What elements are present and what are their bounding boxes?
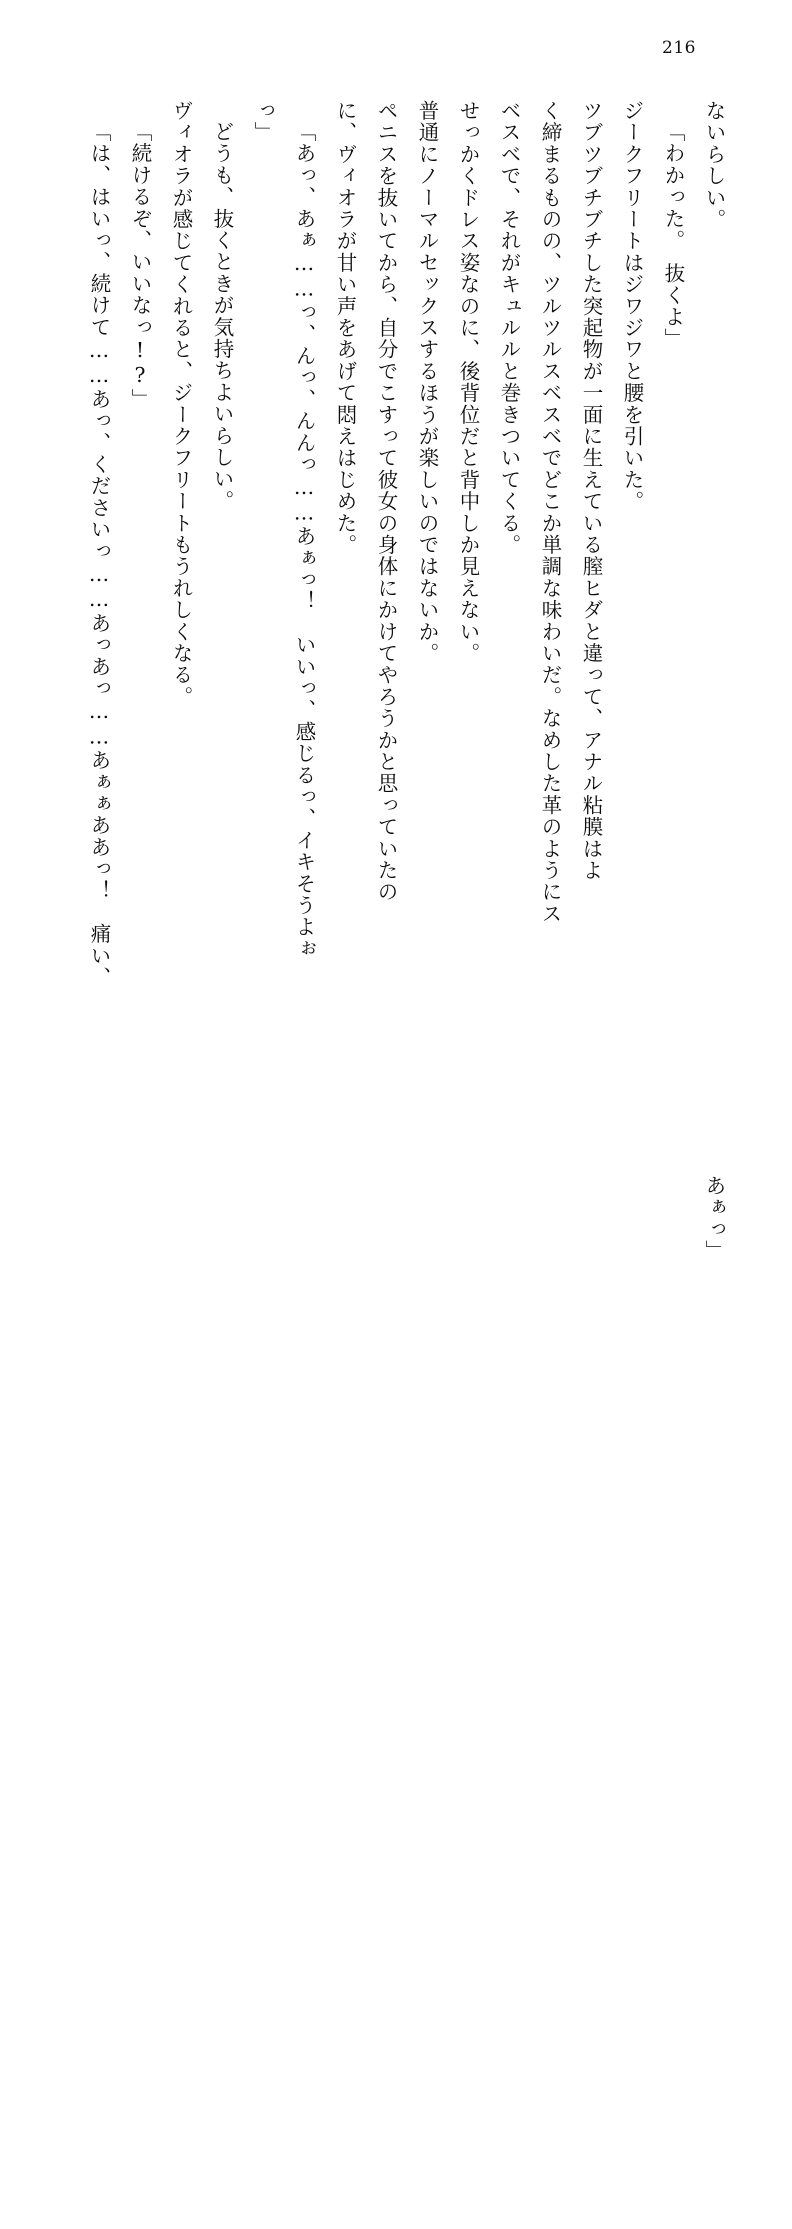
- paragraph-line: あぁっ」: [702, 1175, 726, 1262]
- paragraph-line: 「続けるぞ、いいなっ!?」: [128, 121, 152, 411]
- paragraph-line: 「は、はいっ、続けて……あっ、くださいっ……あっあっ……あぁぁああっ！ 痛い、: [87, 121, 111, 989]
- paragraph-line: どうも、抜くときが気持ちよいらしい。: [210, 121, 234, 512]
- paragraph-line: ベスベで、それがキュルルと巻きついてくる。: [497, 100, 521, 556]
- paragraph-line: ペニスを抜いてから、自分でこすって彼女の身体にかけてやろうかと思っていたの: [374, 100, 398, 903]
- paragraph-line: っ」: [251, 100, 275, 144]
- paragraph-line: 普通にノーマルセックスするほうが楽しいのではないか。: [415, 100, 439, 665]
- page-text-body: [58, 100, 734, 1262]
- paragraph-line: 「わかった。 抜くよ」: [661, 121, 685, 350]
- paragraph-line: ヴィオラが感じてくれると、ジークフリートもうれしくなる。: [169, 100, 193, 708]
- paragraph-line: ないらしい。: [702, 100, 726, 231]
- paragraph-line: に、ヴィオラが甘い声をあげて悶えはじめた。: [333, 100, 357, 556]
- paragraph-line: ツブツブチブチした突起物が一面に生えている膣ヒダと違って、アナル粘膜はよ: [579, 100, 603, 882]
- paragraph-line: 「あっ、あぁ……っ、んっ、んんっ……あぁっ！ いいっ、感じるっ、イキそうよぉ: [292, 121, 316, 960]
- paragraph-line: く締まるものの、ツルツルスベスベでどこか単調な味わいだ。なめした革のようにス: [538, 100, 562, 925]
- paragraph-line: せっかくドレス姿なのに、後背位だと背中しか見えない。: [456, 100, 480, 665]
- page-number: 216: [662, 38, 696, 58]
- paragraph-line: ジークフリートはジワジワと腰を引いた。: [620, 100, 644, 513]
